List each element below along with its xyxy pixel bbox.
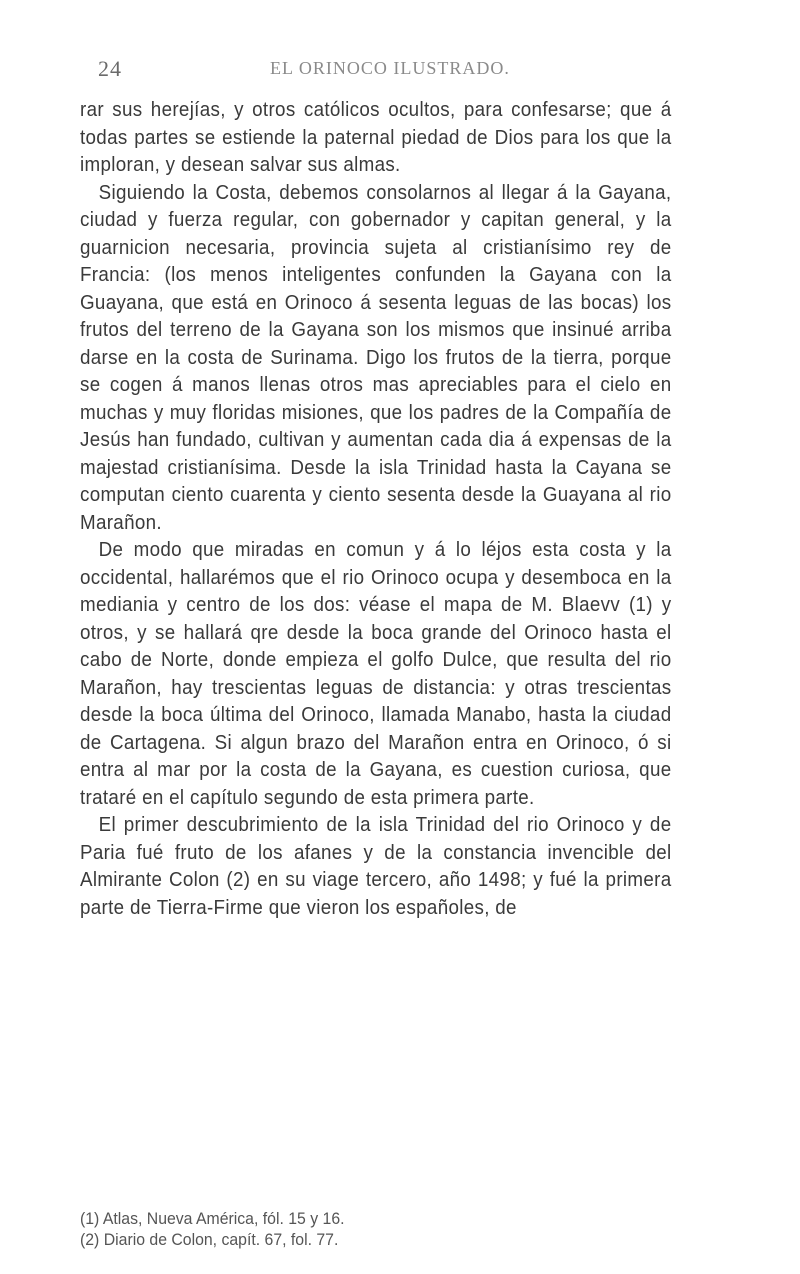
paragraph-2: Siguiendo la Costa, debemos consolarnos al llegar á la Gayana, ciudad y fuerza regular, con gobernador y capitan general, y la guarnicion necesaria, provincia sujeta al cristianísimo rey de Francia: (los menos inteligentes confunden la Gayana con la Guayana, que está en Orinoco á sesenta leguas de las bocas) los frutos del terreno de la Gayana son los mismos que insinué arriba darse en la costa de Surinama. Digo los frutos de la tierra, porque se cogen á manos llenas otros mas apreciables para el cielo en muchas y muy floridas misiones, que los padres de la Compañía de Jesús han fundado, cultivan y aumentan cada dia á expensas de la majestad cristianísima. Desde la isla Trinidad hasta la Cayana se computan ciento cuarenta y ciento sesenta desde la Guayana al rio Marañon. bbox=[80, 181, 672, 534]
body-text bbox=[80, 97, 671, 922]
paragraph-1: rar sus herejías, y otros católicos ocultos, para confesarse; que á todas partes se estiende la paternal piedad de Dios para los que la imploran, y desean salvar sus almas. bbox=[80, 99, 672, 176]
paragraph-4: El primer descubrimiento de la isla Trinidad del rio Orinoco y de Paria fué fruto de los afanes y de la constancia invencible del Almirante Colon (2) en su viage tercero, año 1498; y fué la primera parte de Tierra-Firme que vieron los españoles, de bbox=[80, 814, 672, 919]
paragraph-3: De modo que miradas en comun y á lo léjos esta costa y la occidental, hallarémos que el rio Orinoco ocupa y desemboca en la mediania y centro de los dos: véase el mapa de M. Blaevv (1) y otros, y se hallará qre desde la boca grande del Orinoco hasta el cabo de Norte, donde empieza el golfo Dulce, que resulta del rio Marañon, hay trescientas leguas de distancia: y otras trescientas desde la boca última del Orinoco, llamada Manabo, hasta la ciudad de Cartagena. Si algun brazo del Marañon entra en Orinoco, ó si entra al mar por la costa de la Gayana, es cuestion curiosa, que trataré en el capítulo segundo de esta primera parte. bbox=[80, 539, 672, 809]
running-title: EL ORINOCO ILUSTRADO. bbox=[270, 58, 510, 78]
footnotes bbox=[80, 1208, 657, 1250]
footnote-2: (2) Diario de Colon, capít. 67, fol. 77. bbox=[80, 1230, 339, 1249]
page-number: 24 bbox=[98, 56, 122, 81]
footnote-1: (1) Atlas, Nueva América, fól. 15 y 16. bbox=[80, 1209, 345, 1228]
